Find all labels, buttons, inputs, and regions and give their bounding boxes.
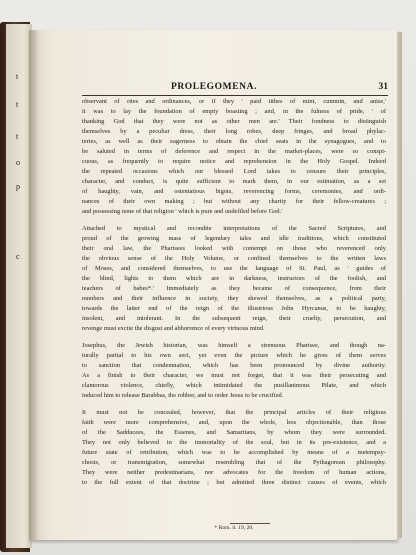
running-title: PROLEGOMENA. bbox=[170, 82, 258, 92]
text-line: towards the latter end of the reign of the illustrious John Hyrcanus, to be haughty, bbox=[82, 305, 386, 312]
text-line: proud of the growing mass of legendary tales and idle traditions, which constituted bbox=[82, 235, 386, 242]
text-line: teachers of babes*.' Immediately as they became of consequence, from their bbox=[82, 285, 386, 292]
body-text bbox=[82, 97, 386, 488]
page-number: 31 bbox=[378, 82, 388, 92]
text-line: of haughty, vain, and ostentatious bigots, reverencing forms, ceremonies, and ordi- bbox=[82, 188, 386, 195]
text-line: be saluted in terms of deference and respect in the market-places, were so conspi- bbox=[82, 148, 386, 155]
text-line: character, and conduct, is quite sufficient to mark them, in our estimation, as a set bbox=[82, 178, 386, 185]
text-line: future state of retribution, which was to be accomplished by means of a metempsy- bbox=[82, 449, 386, 456]
text-line: As a finish to their character, we must not forget, that it was their persecuting and bbox=[82, 372, 386, 379]
paragraph-gap bbox=[82, 217, 386, 224]
header-rule bbox=[82, 95, 388, 96]
paragraph-gap bbox=[82, 401, 386, 408]
text-line: cuous, as frequently to require notice and reprehension in the Holy Gospel. Indeed bbox=[82, 158, 386, 165]
text-line: the blind, lights to them which are in darkness, instructors of the foolish, and bbox=[82, 275, 386, 282]
text-line: They not only believed in the immortality of the soul, but in its pre-existence, and a bbox=[82, 439, 386, 446]
paragraph-gap bbox=[82, 334, 386, 341]
paragraph bbox=[82, 97, 386, 217]
text-line: faith were more comprehensive, and, upon the whole, less objectionable, than those bbox=[82, 419, 386, 426]
text-line: teries, as well as their eagerness to obtain the chief seats in the synagogues, and to bbox=[82, 138, 386, 145]
left-page-margin-letter: p bbox=[16, 182, 20, 191]
text-line: themselves by a peculiar dress, their long robes, deep fringes, and broad phylac- bbox=[82, 128, 386, 135]
page-gutter-shadow bbox=[29, 30, 39, 540]
text-line: They were neither predestinarians, nor advocates for the freedom of human actions, bbox=[82, 469, 386, 476]
page-stack-edge bbox=[397, 32, 402, 538]
text-line: and possessing none of that religion ' which is pure and undefiled before God.' bbox=[82, 208, 283, 215]
left-page-margin-letter: t bbox=[16, 100, 19, 109]
paragraph bbox=[82, 224, 386, 334]
text-line: clamorous violence, chiefly, which intimidated the pusillanimous Pilate, and which bbox=[82, 382, 386, 389]
text-line: induced him to release Barabbas, the robber, and to order Jesus to be crucified. bbox=[82, 392, 284, 399]
footnote-rule bbox=[230, 523, 270, 524]
footnote: * Rom. ii. 19, 20. bbox=[214, 525, 254, 531]
left-page-margin-letter: c bbox=[16, 252, 20, 261]
text-line: numbers and their influence in society, they shewed themselves, as a political party, bbox=[82, 295, 386, 302]
text-line: of Moses, and considered themselves, to use the language of St. Paul, as ' guides of bbox=[82, 265, 386, 272]
text-line: the repeated occasions which our blessed Lord takes to censure their principles, bbox=[82, 168, 386, 175]
text-line: thanking God that they were not as other men are.' Their fondness to distinguish bbox=[82, 118, 386, 125]
text-line: it was to lay the foundation of empty boasting ; and, in the fulness of pride, ' of bbox=[82, 108, 386, 115]
text-line: to sanction that condemnation, which has been pronounced by divine authority. bbox=[82, 362, 386, 369]
text-line: their oral law, the Pharisees looked with contempt on those who reverenced only bbox=[82, 245, 386, 252]
text-line: the obvious sense of the Holy Volume, or confined themselves to the written laws bbox=[82, 255, 386, 262]
left-page-margin-letter: t bbox=[16, 72, 19, 81]
paragraph bbox=[82, 408, 386, 488]
paragraph bbox=[82, 341, 386, 401]
text-line: insolent, and intolerant. In the subsequent reign, their cruelty, persecution, and bbox=[82, 315, 386, 322]
text-line: turally partial to his own sect, yet even the picture which he gives of them serves bbox=[82, 352, 386, 359]
left-page-margin-letter: o bbox=[16, 158, 20, 167]
running-head bbox=[40, 82, 388, 94]
text-line: observant of rites and ordinances, or if they ' paid tithes of mint, cummin, and anise,' bbox=[82, 98, 386, 105]
text-line: It must not be concealed, however, that the principal articles of their religious bbox=[82, 409, 386, 416]
text-line: to the full extent of that doctrine ; but admitted three distinct causes of events, which bbox=[82, 479, 386, 486]
text-line: chosis, or transmigration, somewhat resembling that of the Pythagorean philosophy. bbox=[82, 459, 386, 466]
text-line: Josephus, the Jewish historian, was himself a strenuous Pharisee, and though na- bbox=[82, 342, 386, 349]
text-line: of the Sadducees, the Essenes, and Samaritans, by whom they were surrounded. bbox=[82, 429, 386, 436]
text-line: nances of their own making ; but without any charity for their fellow-creatures ; bbox=[82, 198, 386, 205]
text-line: revenge must excite the disgust and abhorrence of every virtuous mind. bbox=[82, 325, 265, 332]
left-page-margin-letter: t bbox=[16, 132, 19, 141]
text-line: Attached to mystical and recondite interpretations of the Sacred Scriptures, and bbox=[82, 225, 386, 232]
